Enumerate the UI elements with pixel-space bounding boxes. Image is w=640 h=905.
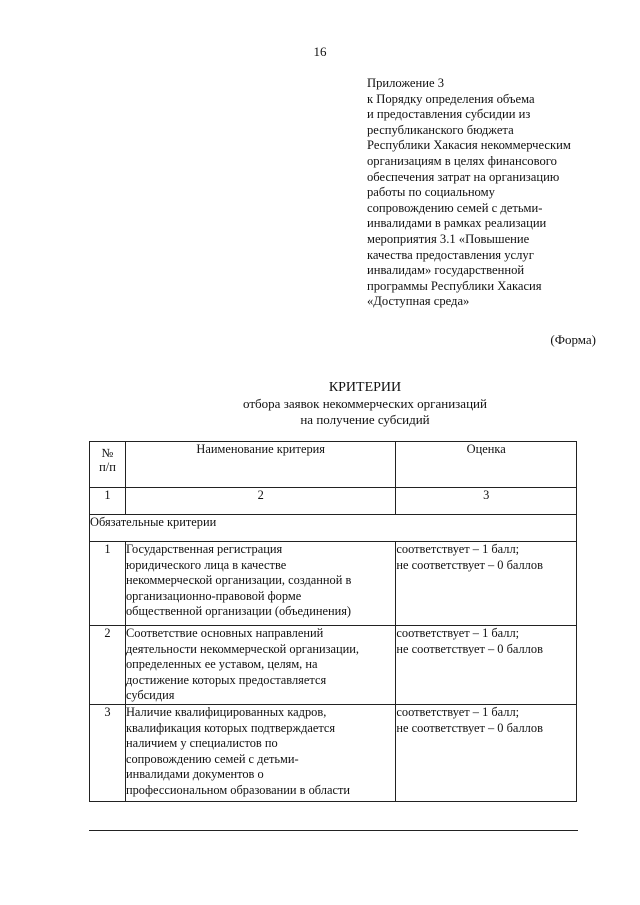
document-title: КРИТЕРИИ xyxy=(328,380,402,395)
criterion-line: квалификация которых подтверждается xyxy=(125,720,336,735)
score-line: не соответствует – 0 баллов xyxy=(396,557,543,572)
score-line: соответствует – 1 балл; xyxy=(396,626,520,640)
criterion-line: юридического лица в качестве xyxy=(125,557,287,572)
row-number: 3 xyxy=(90,704,126,801)
appendix-line: работы по социальному xyxy=(367,185,495,200)
column-number: 1 xyxy=(90,488,126,515)
score-line: не соответствует – 0 баллов xyxy=(396,641,543,656)
appendix-line: республиканского бюджета xyxy=(367,122,514,137)
title-block xyxy=(0,380,640,428)
criterion-line: организационно-правовой форме xyxy=(125,588,302,603)
criterion-line: инвалидами документов о xyxy=(125,767,264,782)
row-number: 2 xyxy=(90,626,126,705)
appendix-line: инвалидам» государственной xyxy=(367,263,525,278)
appendix-line: и предоставления субсидии из xyxy=(367,107,531,122)
appendix-line: Республики Хакасия некоммерческим xyxy=(367,138,571,153)
header-number xyxy=(90,442,126,488)
criterion-line: определенных ее уставом, целям, на xyxy=(125,657,318,672)
table-row xyxy=(90,542,577,626)
appendix-line: инвалидами в рамках реализации xyxy=(367,216,547,231)
criterion-line: достижение которых предоставляется xyxy=(125,672,327,687)
criterion-line: сопровождению семей с детьми- xyxy=(125,751,299,766)
appendix-line: Приложение 3 xyxy=(367,76,445,90)
criterion-score xyxy=(396,704,577,801)
appendix-line: «Доступная среда» xyxy=(367,294,470,309)
column-number: 3 xyxy=(396,488,577,515)
appendix-line: программы Республики Хакасия xyxy=(367,278,542,293)
table-row xyxy=(90,704,577,801)
document-subtitle-line: на получение субсидий xyxy=(300,412,430,427)
criterion-line: Наличие квалифицированных кадров, xyxy=(125,704,327,719)
header-score: Оценка xyxy=(396,442,577,488)
column-numbers-row xyxy=(90,488,577,515)
criterion-score xyxy=(396,542,577,626)
criterion-name xyxy=(125,626,395,705)
criterion-line: общественной организации (объединения) xyxy=(125,604,352,619)
page-number: 16 xyxy=(313,44,327,59)
form-label: (Форма) xyxy=(550,332,596,347)
appendix-block xyxy=(367,76,607,310)
criterion-name xyxy=(125,704,395,801)
section-title: Обязательные критерии xyxy=(90,515,577,542)
table-row xyxy=(90,626,577,705)
column-number: 2 xyxy=(125,488,395,515)
score-line: соответствует – 1 балл; xyxy=(396,704,520,719)
appendix-line: мероприятия 3.1 «Повышение xyxy=(367,231,530,246)
appendix-line: организациям в целях финансового xyxy=(367,153,557,168)
score-line: соответствует – 1 балл; xyxy=(396,542,520,556)
criterion-score xyxy=(396,626,577,705)
appendix-line: сопровождению семей с детьми- xyxy=(367,200,543,215)
section-row xyxy=(90,515,577,542)
appendix-line: к Порядку определения объема xyxy=(367,91,535,106)
score-line: не соответствует – 0 баллов xyxy=(396,720,543,735)
header-number-line: п/п xyxy=(99,460,116,474)
document-subtitle-line: отбора заявок некоммерческих организаций xyxy=(243,396,487,411)
criterion-line: деятельности некоммерческой организации, xyxy=(125,641,360,656)
criterion-line: субсидия xyxy=(125,688,175,703)
criterion-name xyxy=(125,542,395,626)
header-number-line: № xyxy=(101,446,114,460)
criteria-table xyxy=(89,441,577,802)
criterion-line: профессиональном образовании в области xyxy=(125,782,351,797)
criterion-line: наличием у специалистов по xyxy=(125,736,278,751)
header-criterion-name: Наименование критерия xyxy=(125,442,395,488)
appendix-line: качества предоставления услуг xyxy=(367,247,534,262)
row-number: 1 xyxy=(90,542,126,626)
criterion-line: некоммерческой организации, созданной в xyxy=(125,573,352,588)
table-bottom-border xyxy=(89,830,578,831)
criterion-line: Государственная регистрация xyxy=(125,542,283,556)
criterion-line: Соответствие основных направлений xyxy=(125,626,324,640)
table-header-row xyxy=(90,442,577,488)
appendix-line: обеспечения затрат на организацию xyxy=(367,169,560,184)
